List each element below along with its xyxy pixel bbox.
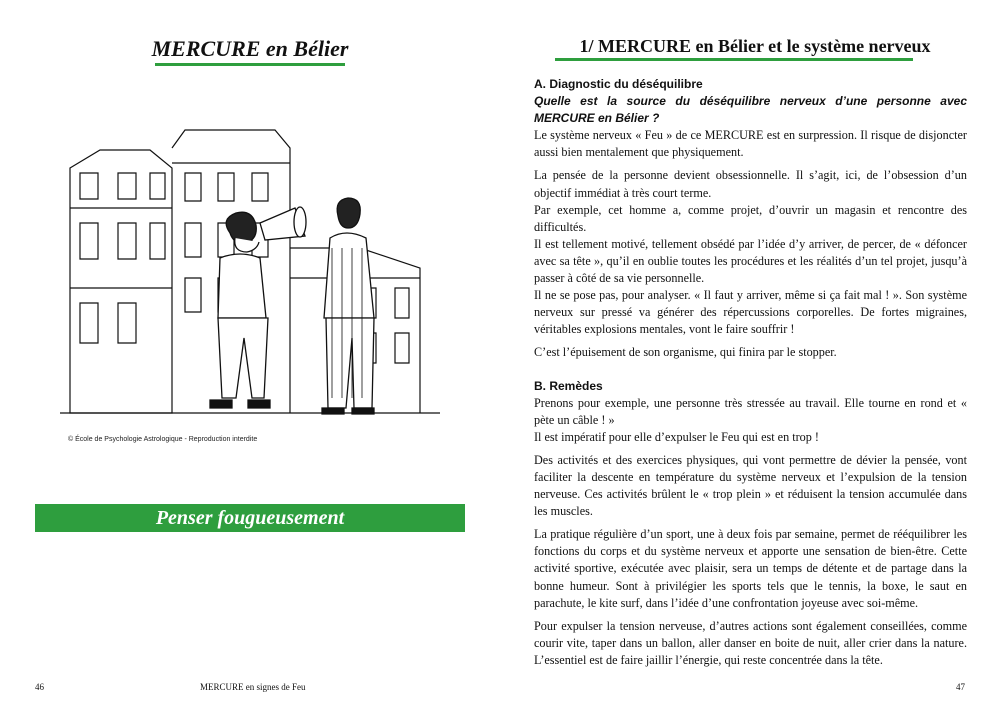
paragraph: C’est l’épuisement de son organisme, qui finira par le stopper. bbox=[534, 345, 837, 360]
page-number-right: 47 bbox=[956, 682, 965, 692]
left-title-underline bbox=[155, 63, 345, 66]
paragraph: Des activités et des exercices physiques, qui vont permettre de dévier la pensée, vont faciliter la descente en température du système nerveux et l’expulsion de la tension nerveuse. Ces activités brûlent le « trop plein » et réduisent la tension accumulée dans les muscles. bbox=[534, 452, 967, 519]
footer-title: MERCURE en signes de Feu bbox=[200, 682, 306, 692]
section-b-heading: B. Remèdes bbox=[534, 378, 603, 393]
caption-banner: Penser fougueusement bbox=[35, 504, 465, 532]
paragraph: Pour expulser la tension nerveuse, d’autres actions sont également conseillées, comme courir vite, taper dans un ballon, aller danser en boite de nuit, aller crier dans la nature. L’essentiel est de faire jaillir l’énergie, qui reste concentrée dans la tête. bbox=[534, 618, 967, 667]
right-title-underline bbox=[555, 58, 913, 61]
cartoon-illustration bbox=[60, 128, 440, 428]
paragraph: La pensée de la personne devient obsessionnelle. Il s’agit, ici, de l’obsession d’un objectif immédiat à très court terme. bbox=[534, 168, 967, 200]
paragraph: Prenons pour exemple, une personne très stressée au travail. Elle tourne en rond et « pète un câble ! » bbox=[534, 395, 967, 427]
page-number-left: 46 bbox=[35, 682, 44, 692]
body-text bbox=[534, 76, 967, 675]
section-a-question: Quelle est la source du déséquilibre nerveux d’une personne avec MERCURE en Bélier ? bbox=[534, 94, 967, 126]
paragraph: La pratique régulière d’un sport, une à deux fois par semaine, permet de rééquilibrer les fonctions du corps et du système nerveux et apporte une sensation de bien-être. Cette activité sportive, exécutée avec plaisir, sera un temps de détente et de partage dans la bonne humeur. Sont à privilégier les sports tels que le tennis, la boxe, le saut en parachute, le kite surf, dans l’idée d’une confrontation joyeuse avec soi-même. bbox=[534, 527, 967, 610]
paragraph: Le système nerveux « Feu » de ce MERCURE est en surpression. Il risque de disjoncter aussi bien mentalement que physiquement. bbox=[534, 128, 967, 160]
left-page-title: MERCURE en Bélier bbox=[151, 36, 349, 61]
paragraph: Par exemple, cet homme a, comme projet, d’ouvrir un magasin et rencontre des difficultés. bbox=[534, 202, 967, 234]
section-a-heading: A. Diagnostic du déséquilibre bbox=[534, 77, 703, 91]
paragraph: Il est impératif pour elle d’expulser le Feu qui est en trop ! bbox=[534, 429, 819, 444]
right-page-title: 1/ MERCURE en Bélier et le système nerveux bbox=[579, 36, 931, 56]
paragraph: Il est tellement motivé, tellement obsédé par l’idée d’y arriver, de percer, de « défoncer avec sa tête », qu’il en oublie toutes les procédures et les réalités d’un tel projet, jusqu’à passer à côté de sa vie personnelle. bbox=[534, 236, 967, 286]
paragraph: Il ne se pose pas, pour analyser. « Il faut y arriver, même si ça fait mal ! ». Son système nerveux sur pressé va générer des répercussions corporelles. De fortes migraines, véritables explosions mentales, vont le faire souffrir ! bbox=[534, 288, 967, 337]
copyright-notice: © École de Psychologie Astrologique - Reproduction interdite bbox=[68, 436, 258, 443]
